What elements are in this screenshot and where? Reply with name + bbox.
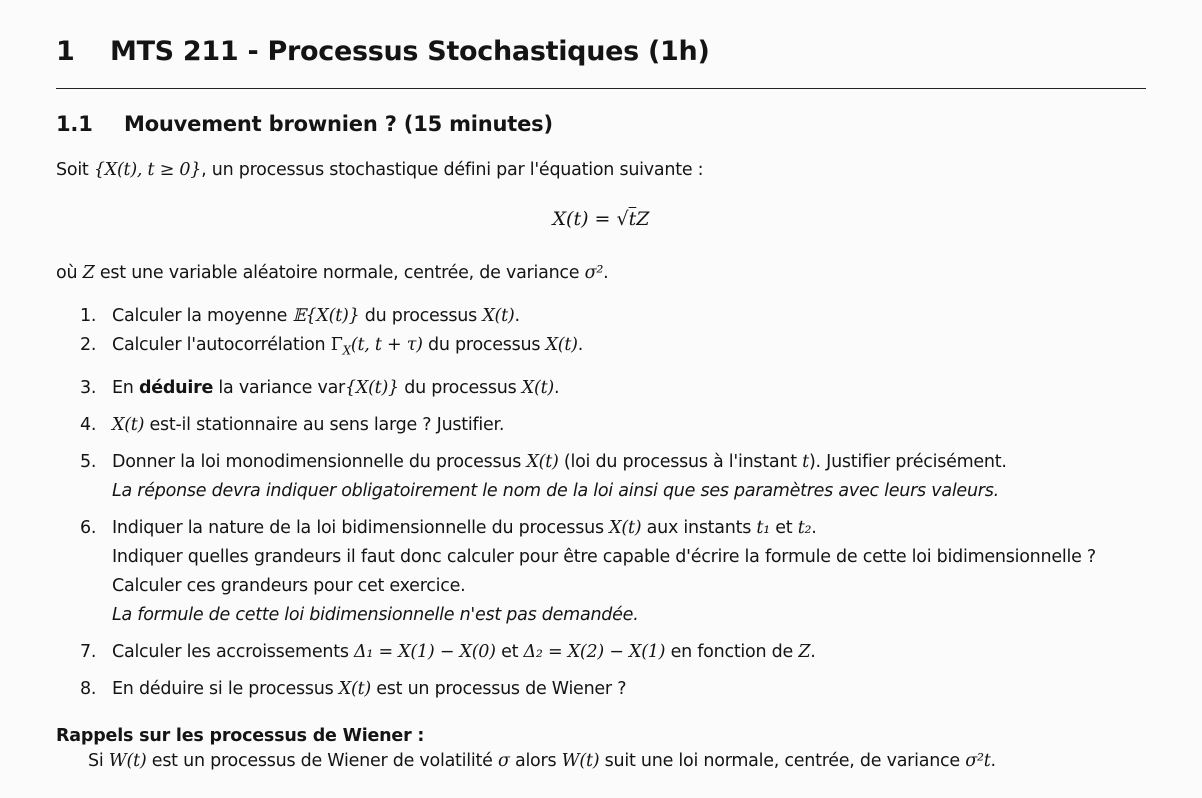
item-text: Calculer la moyenne xyxy=(112,306,293,326)
item-math: X(t) xyxy=(112,414,145,435)
item-text: et xyxy=(495,641,524,662)
item-text: Indiquer la nature de la loi bidimensionnelle du processus xyxy=(112,517,610,538)
subsection-heading xyxy=(56,112,553,136)
item-math: t xyxy=(802,451,809,472)
item-math: X(t) xyxy=(338,678,371,699)
reminder-math: σ²t xyxy=(965,751,991,771)
question-list xyxy=(80,302,1180,704)
where-end: . xyxy=(603,263,609,283)
question-item-8 xyxy=(80,675,1180,704)
question-item-4 xyxy=(80,411,1180,440)
item-text: du processus xyxy=(359,306,483,326)
reminder-math: W(t) xyxy=(108,751,147,771)
item-text: est-il stationnaire au sens large ? Justifier. xyxy=(144,414,505,435)
item-number: 8. xyxy=(80,678,97,699)
item-text: du processus xyxy=(422,335,546,355)
item-text: En déduire si le processus xyxy=(112,678,339,699)
item-math: {X(t)} xyxy=(345,377,399,398)
item-text: . xyxy=(577,335,584,355)
intro-rest: , un processus stochastique défini par l'équation suivante : xyxy=(201,160,704,180)
section-title: MTS 211 - Processus Stochastiques (1h) xyxy=(110,36,710,67)
equation-sqrt-t: t xyxy=(628,208,637,230)
reminder-text: . xyxy=(990,751,996,771)
question-item-1 xyxy=(80,302,1180,331)
item-number: 2. xyxy=(80,335,97,355)
reminder-text: est un processus de Wiener de volatilité xyxy=(146,751,498,771)
item-number: 3. xyxy=(80,377,97,398)
item-text: Calculer les accroissements xyxy=(112,641,355,662)
item-math: Δ₁ = X(1) − X(0) xyxy=(354,641,496,662)
intro-process: {X(t), t ≥ 0} xyxy=(93,160,202,180)
item-text-line: Calculer ces grandeurs pour cet exercice. xyxy=(112,575,466,596)
equation-z: Z xyxy=(636,208,650,230)
item-math: Γ xyxy=(330,335,343,355)
intro-paragraph xyxy=(56,160,703,180)
item-math: 𝔼{X(t)} xyxy=(292,306,360,326)
item-math: t₂ xyxy=(797,517,812,538)
item-italic-note: La formule de cette loi bidimensionnelle n'est pas demandée. xyxy=(112,604,639,625)
item-number: 5. xyxy=(80,451,97,472)
question-item-3 xyxy=(80,374,1180,403)
main-equation xyxy=(0,208,1202,230)
reminder-body xyxy=(88,751,996,771)
item-math: X(t) xyxy=(482,306,515,326)
reminder-math: σ xyxy=(497,751,510,771)
item-text-line: Indiquer quelles grandeurs il faut donc calculer pour être capable d'écrire la formule de cette loi bidimensionnelle ? xyxy=(112,546,1096,567)
item-text: . xyxy=(553,377,560,398)
item-italic-note: La réponse devra indiquer obligatoirement le nom de la loi ainsi que ses paramètres avec leurs valeurs. xyxy=(112,480,999,501)
where-z: Z xyxy=(82,263,95,283)
item-text: et xyxy=(769,517,798,538)
reminder-text: alors xyxy=(509,751,562,771)
intro-soit: Soit xyxy=(56,160,89,180)
item-text: Donner la loi monodimensionnelle du processus xyxy=(112,451,527,472)
item-text: du processus xyxy=(398,377,522,398)
item-math: X(t) xyxy=(521,377,554,398)
item-text: en fonction de xyxy=(665,641,799,662)
item-bold: déduire xyxy=(138,377,214,398)
reminder-text: Si xyxy=(88,751,109,771)
item-number: 4. xyxy=(80,414,97,435)
item-math: X(t) xyxy=(545,335,578,355)
question-item-7 xyxy=(80,638,1180,667)
where-ou: où xyxy=(56,263,78,283)
item-text: aux instants xyxy=(641,517,757,538)
item-text: . xyxy=(514,306,520,326)
item-math: X(t) xyxy=(526,451,559,472)
item-number: 1. xyxy=(80,306,97,326)
heading-rule xyxy=(56,88,1146,89)
question-item-5 xyxy=(80,448,1180,506)
section-number: 1 xyxy=(56,36,75,67)
equation-lhs: X(t) = √ xyxy=(552,208,629,230)
item-math-sub: X xyxy=(342,343,351,358)
subsection-number: 1.1 xyxy=(56,112,93,136)
item-math: X(t) xyxy=(609,517,642,538)
reminder-text: suit une loi normale, centrée, de variance xyxy=(599,751,966,771)
item-text: . xyxy=(810,641,816,662)
section-heading xyxy=(56,36,710,67)
item-math: (t, t + τ) xyxy=(350,335,423,355)
reminder-title: Rappels sur les processus de Wiener : xyxy=(56,726,425,746)
where-sigma2: σ² xyxy=(584,263,604,283)
item-text: la variance var xyxy=(213,377,345,398)
item-text: En xyxy=(112,377,139,398)
item-math: Δ₂ = X(2) − X(1) xyxy=(523,641,666,662)
item-text: est un processus de Wiener ? xyxy=(370,678,627,699)
item-number: 6. xyxy=(80,517,97,538)
item-math: t₁ xyxy=(756,517,770,538)
item-number: 7. xyxy=(80,641,97,662)
question-item-2 xyxy=(80,331,1180,366)
item-math: Z xyxy=(798,641,811,662)
question-item-6 xyxy=(80,514,1180,630)
item-text: ). Justifier précisément. xyxy=(808,451,1007,472)
subsection-title: Mouvement brownien ? (15 minutes) xyxy=(124,112,553,136)
where-paragraph xyxy=(56,263,608,283)
item-text: Calculer l'autocorrélation xyxy=(112,335,331,355)
item-text: (loi du processus à l'instant xyxy=(558,451,803,472)
reminder-math: W(t) xyxy=(561,751,600,771)
item-text: . xyxy=(811,517,817,538)
where-rest: est une variable aléatoire normale, centrée, de variance xyxy=(99,263,580,283)
